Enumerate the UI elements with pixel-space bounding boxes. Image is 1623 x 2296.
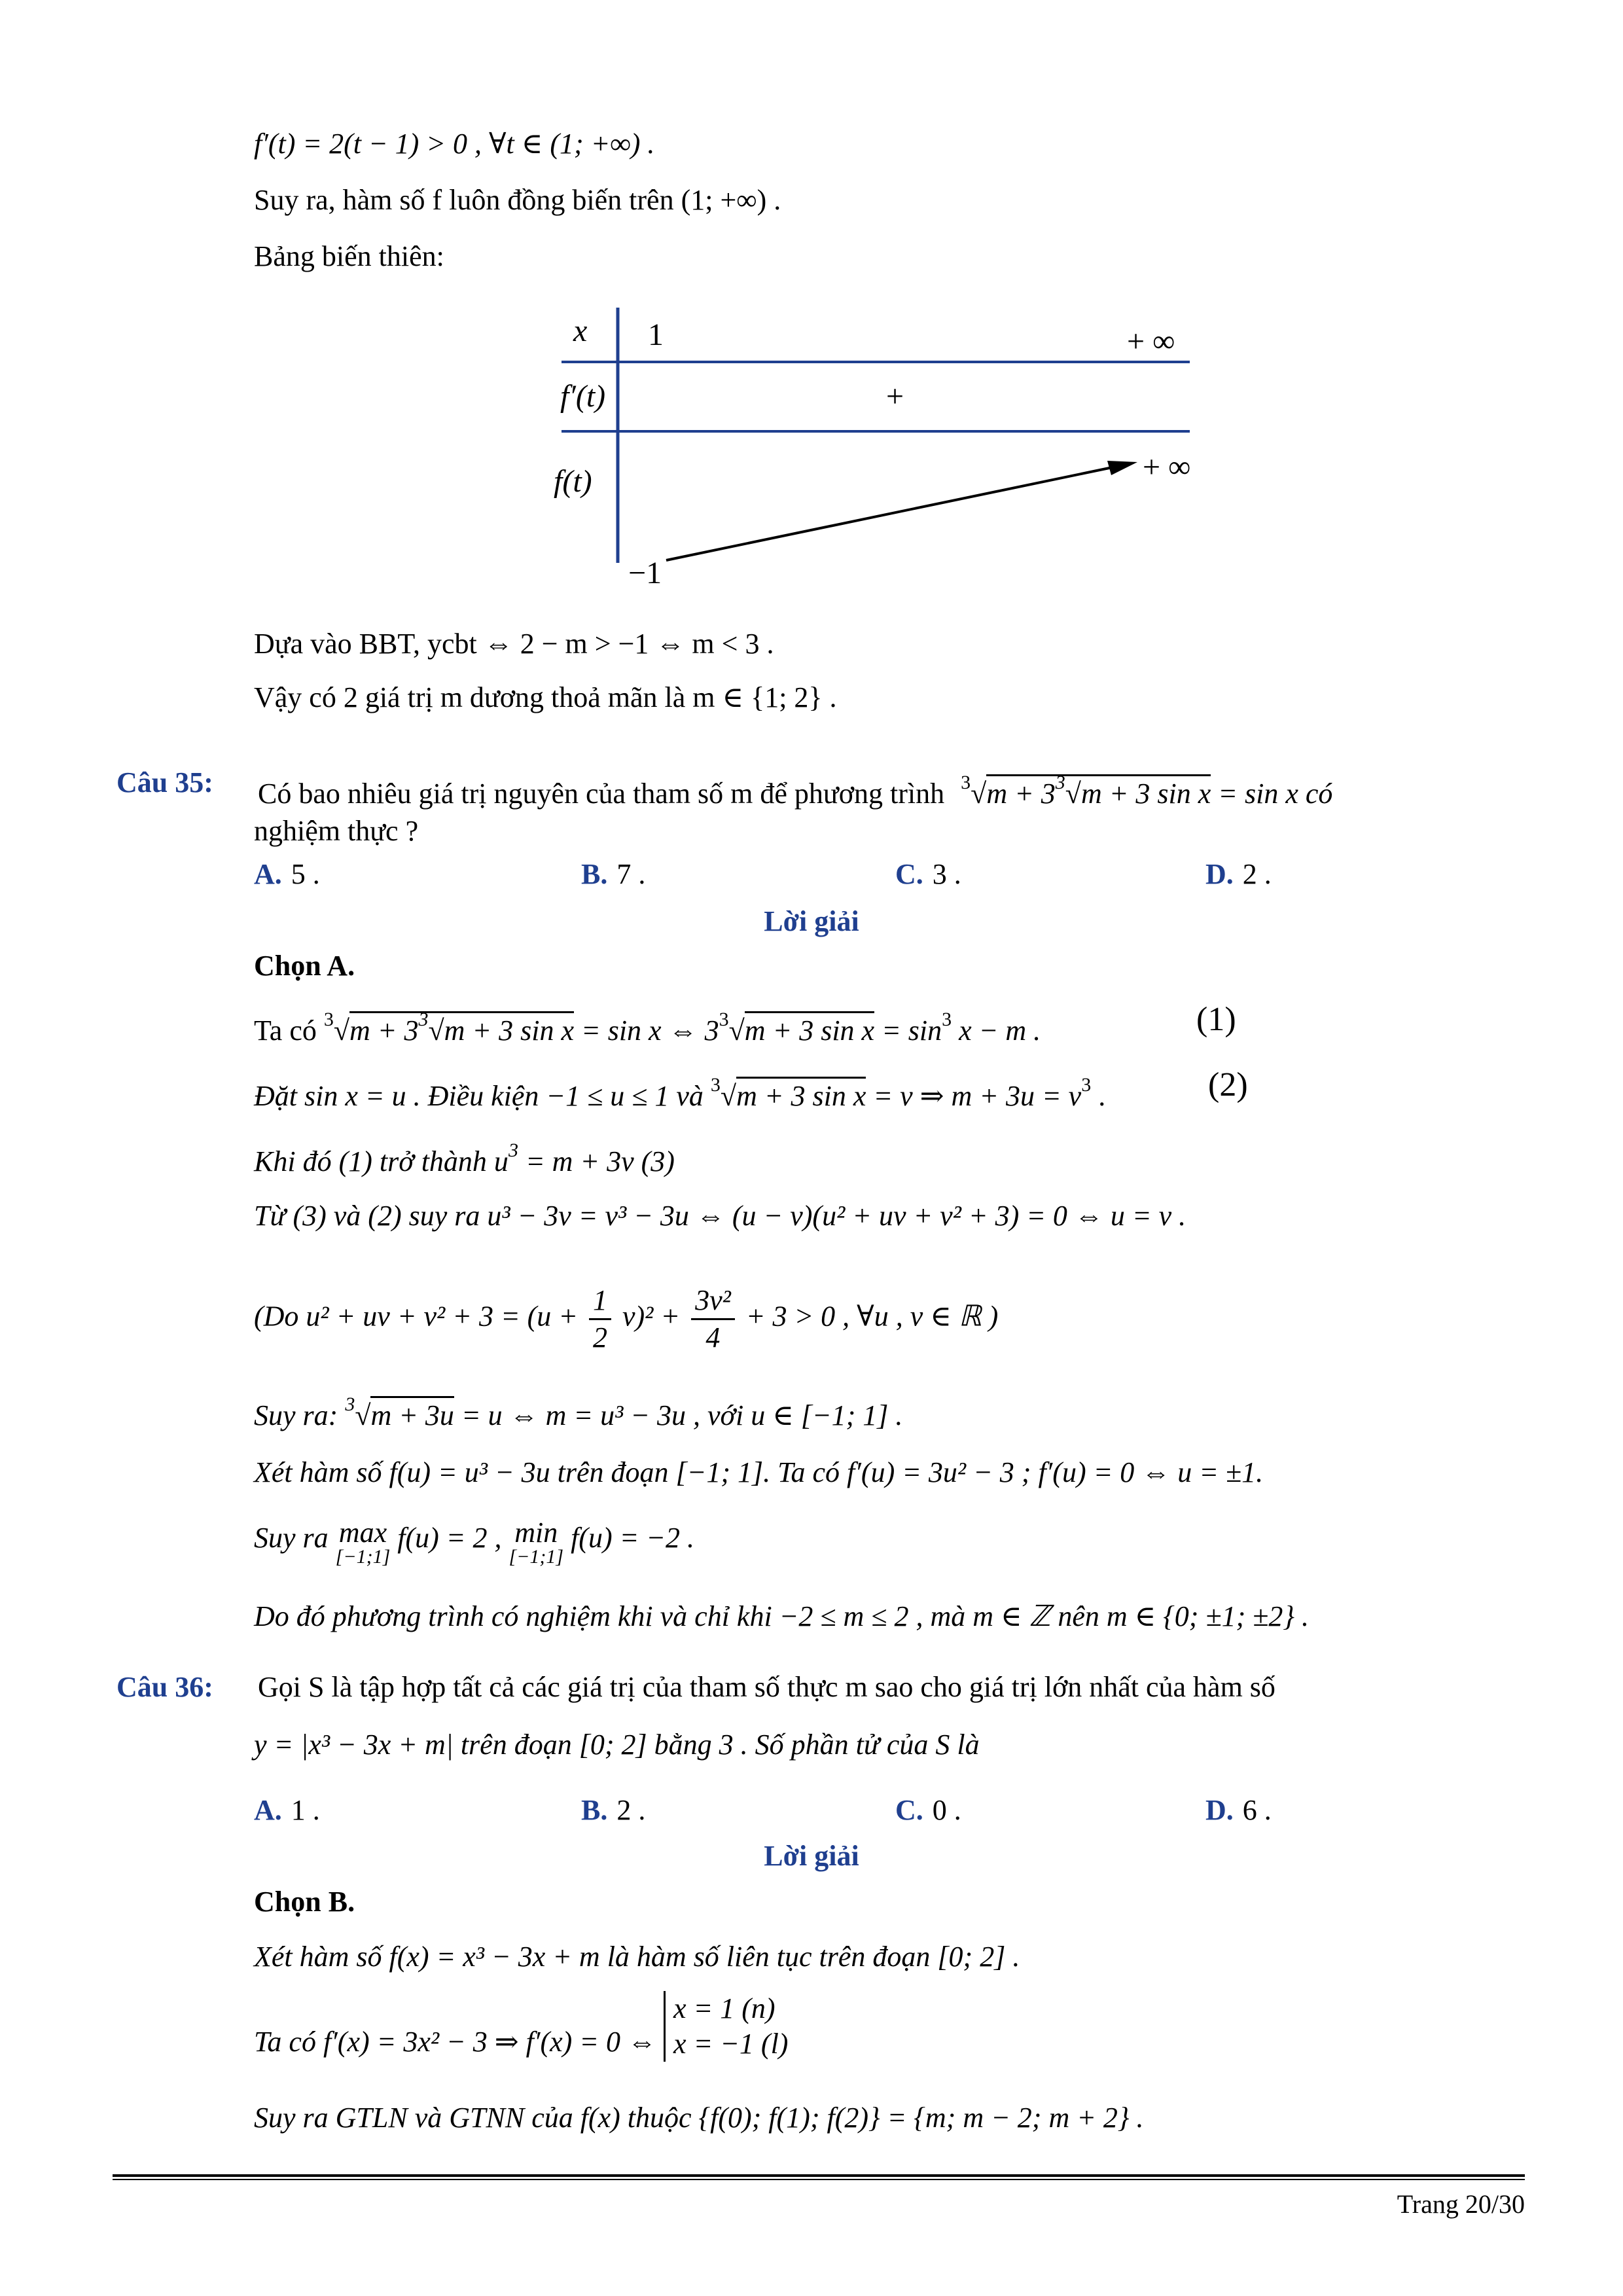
denominator: 2 bbox=[592, 1321, 607, 1354]
question-35-option-b bbox=[581, 855, 645, 894]
option-value: 0 . bbox=[932, 1794, 961, 1826]
step-text: = m + 3v (3) bbox=[525, 1145, 675, 1177]
table-sign: + bbox=[886, 379, 904, 414]
option-label: A. bbox=[254, 1794, 282, 1826]
answer-statement: Vậy có 2 giá trị m dương thoả mãn là m ∈ {1; 2} . bbox=[254, 681, 837, 713]
numerator: 1 bbox=[589, 1283, 611, 1320]
table-row-function: f(t) bbox=[554, 464, 592, 499]
numerator: 3v² bbox=[691, 1283, 735, 1320]
q35-step-5 bbox=[254, 1283, 998, 1355]
q35-step-4: Từ (3) và (2) suy ra u³ − 3v = v³ − 3u ⇔ (u − v)(u² + uv + v² + 3) = 0 ⇔ u = v . bbox=[254, 1200, 1186, 1232]
table-row-x: x bbox=[573, 314, 588, 348]
option-label: B. bbox=[581, 1794, 608, 1826]
step-text: = u ⇔ m = u³ − 3u , với u ∈ [−1; 1] . bbox=[461, 1399, 903, 1431]
option-label: D. bbox=[1205, 858, 1234, 890]
option-value: 1 . bbox=[291, 1794, 320, 1826]
fraction-three-v-squared-over-four bbox=[691, 1283, 735, 1355]
step-text: Khi đó (1) trở thành u bbox=[254, 1145, 508, 1177]
question-36-text-line1: Gọi S là tập hợp tất cả các giá trị của tham số thực m sao cho giá trị lớn nhất của hàm số bbox=[258, 1671, 1275, 1703]
question-35-option-a bbox=[254, 855, 320, 894]
question-35-rhs: = sin x có bbox=[1218, 778, 1333, 810]
step-text: = sin bbox=[882, 1014, 942, 1047]
question-35-text-line1 bbox=[258, 763, 1332, 814]
question-36-option-d bbox=[1205, 1791, 1272, 1830]
question-35-label: Câu 35: bbox=[116, 766, 213, 798]
step-text: Ta có f′(x) = 3x² − 3 ⇒ f′(x) = 0 ⇔ bbox=[254, 2026, 656, 2058]
question-36-text-line2: y = |x³ − 3x + m| trên đoạn [0; 2] bằng 3 . Số phần tử của S là bbox=[254, 1729, 980, 1761]
option-label: B. bbox=[581, 858, 608, 890]
q35-step-1: Ta có $^3√m + 3^3√m + 3$ sin x = sin x ⇔ $3^3√m + 3$ $\sin x = \sin^3 x - m$ . bbox=[254, 1009, 1041, 1047]
derivative-line: f′(t) = 2(t − 1) > 0 , ∀t ∈ (1; +∞) . bbox=[254, 128, 655, 160]
question-36-choice: Chọn B. bbox=[254, 1886, 355, 1918]
fraction-one-half bbox=[589, 1283, 611, 1355]
question-35-solution-title: Lời giải bbox=[764, 905, 859, 937]
table-row-derivative: f′(t) bbox=[560, 379, 606, 414]
page-number: Trang 20/30 bbox=[1397, 2189, 1525, 2219]
option-value: 3 . bbox=[932, 858, 961, 890]
table-f-max: + ∞ bbox=[1143, 450, 1191, 484]
question-36-option-b bbox=[581, 1791, 645, 1830]
step-text: = v ⇒ m + 3u = v bbox=[873, 1080, 1082, 1112]
radical-body: $m + 3^3√m + 3$ sin x bbox=[986, 772, 1211, 810]
radical-body: m + 3 sin x bbox=[736, 1077, 866, 1112]
option-value: 7 . bbox=[616, 858, 646, 890]
variation-table-caption: Bảng biến thiên: bbox=[254, 240, 444, 272]
exponent: 3 bbox=[1081, 1074, 1092, 1096]
step-text: = sin x ⇔ 3 bbox=[581, 1014, 719, 1047]
exponent: 3 bbox=[942, 1009, 952, 1030]
step-text: Suy ra bbox=[254, 1522, 329, 1554]
question-35-option-c bbox=[895, 855, 961, 894]
inner-radical-part: m + 3 sin x bbox=[444, 1014, 574, 1047]
q36-step-1: Xét hàm số f(x) = x³ − 3x + m là hàm số liên tục trên đoạn [0; 2] . bbox=[254, 1941, 1020, 1973]
option-label: A. bbox=[254, 858, 282, 890]
footer-divider bbox=[113, 2174, 1525, 2180]
question-36-label: Câu 36: bbox=[116, 1671, 213, 1703]
exponent: 3 bbox=[508, 1139, 518, 1161]
max-label: max bbox=[338, 1516, 387, 1549]
radical-index: 3 bbox=[719, 1009, 729, 1030]
step-text: f(u) = 2 , bbox=[397, 1522, 502, 1554]
radical-index: 3 bbox=[961, 772, 971, 793]
option-label: D. bbox=[1205, 1794, 1234, 1826]
radical-index: 3 bbox=[323, 1009, 334, 1030]
q35-step-2: Đặt sin x = u . Điều kiện −1 ≤ u ≤ 1 và $^3$√m + 3 sin x = v ⇒ $m + 3u = v^3$ . bbox=[254, 1074, 1106, 1112]
min-domain: [−1;1] bbox=[508, 1546, 564, 1568]
question-36-option-c bbox=[895, 1791, 961, 1830]
option-value: 5 . bbox=[291, 858, 320, 890]
table-x-end: + ∞ bbox=[1127, 324, 1175, 359]
step-text: x − m . bbox=[959, 1014, 1041, 1047]
radical-index: 3 bbox=[345, 1393, 355, 1415]
radical-body: $m + 3^3√m + 3$ sin x bbox=[349, 1009, 574, 1047]
option-label: C. bbox=[895, 858, 923, 890]
equation-tag-2: (2) bbox=[1208, 1066, 1248, 1103]
option-label: C. bbox=[895, 1794, 923, 1826]
step-text: v)² + bbox=[622, 1300, 681, 1333]
option-value: 2 . bbox=[1242, 858, 1272, 890]
min-operator bbox=[508, 1518, 563, 1567]
q35-step-9: Do đó phương trình có nghiệm khi và chỉ khi −2 ≤ m ≤ 2 , mà m ∈ ℤ nên m ∈ {0; ±1; ±2} . bbox=[254, 1600, 1309, 1632]
max-operator bbox=[336, 1518, 391, 1567]
nested-radical: $^3√m + 3^3√m + 3$ sin x bbox=[961, 772, 1211, 810]
step-text: f(u) = −2 . bbox=[571, 1522, 694, 1554]
q35-step-7: Xét hàm số f(u) = u³ − 3u trên đoạn [−1; 1]. Ta có f′(u) = 3u² − 3 ; f′(u) = 0 ⇔ u = ±1. bbox=[254, 1456, 1264, 1488]
radical-index: 3 bbox=[710, 1074, 721, 1096]
inner-radical-part: m + 3 sin x bbox=[1080, 778, 1211, 810]
step-text: (Do u² + uv + v² + 3 = (u + bbox=[254, 1300, 578, 1333]
table-f-min: −1 bbox=[628, 556, 662, 590]
radical-part: m + 3 bbox=[349, 1014, 419, 1047]
question-35-option-d bbox=[1205, 855, 1272, 894]
denominator: 4 bbox=[705, 1321, 721, 1354]
monotonic-statement: Suy ra, hàm số f luôn đồng biến trên (1; +∞) . bbox=[254, 184, 781, 216]
equation-tag-1: (1) bbox=[1196, 1001, 1236, 1038]
radical-part: m + 3 bbox=[986, 778, 1056, 810]
q35-step-8 bbox=[254, 1518, 694, 1567]
max-domain: [−1;1] bbox=[335, 1546, 391, 1568]
question-36-option-a bbox=[254, 1791, 320, 1830]
question-35-choice: Chọn A. bbox=[254, 950, 355, 982]
question-36-solution-title: Lời giải bbox=[764, 1840, 859, 1872]
step-text: Đặt sin x = u . Điều kiện −1 ≤ u ≤ 1 và bbox=[254, 1080, 704, 1112]
bbt-conclusion: Dựa vào BBT, ycbt ⇔ 2 − m > −1 ⇔ m < 3 . bbox=[254, 628, 774, 660]
q35-step-6: Suy ra: $^3$√m + 3u = u ⇔ m = u³ − 3u , với u ∈ [−1; 1] . bbox=[254, 1393, 903, 1431]
q36-step-2 bbox=[254, 1992, 789, 2080]
system-row-2: x = −1 (l) bbox=[673, 2028, 789, 2060]
step-text: Suy ra: bbox=[254, 1399, 338, 1431]
table-x-start: 1 bbox=[648, 317, 664, 352]
radical-body: m + 3u bbox=[370, 1396, 454, 1431]
q36-step-3: Suy ra GTLN và GTNN của f(x) thuộc {f(0); f(1); f(2)} = {m; m − 2; m + 2} . bbox=[254, 2102, 1144, 2134]
inner-radical-index: 3 bbox=[418, 1009, 429, 1030]
option-value: 6 . bbox=[1242, 1794, 1272, 1826]
question-35-text-line2: nghiệm thực ? bbox=[254, 815, 419, 847]
step-text: Ta có bbox=[254, 1014, 317, 1047]
inner-radical-index: 3 bbox=[1055, 772, 1065, 793]
system-row-1: x = 1 (n) bbox=[673, 1992, 776, 2024]
radical-body: m + 3 sin x bbox=[745, 1011, 874, 1047]
question-35-text: Có bao nhiêu giá trị nguyên của tham số m để phương trình bbox=[258, 778, 945, 810]
q35-step-3 bbox=[254, 1131, 675, 1181]
step-text: + 3 > 0 , ∀u , v ∈ ℝ ) bbox=[745, 1300, 999, 1333]
min-label: min bbox=[514, 1516, 558, 1549]
option-value: 2 . bbox=[616, 1794, 646, 1826]
solution-system bbox=[664, 1991, 788, 2062]
